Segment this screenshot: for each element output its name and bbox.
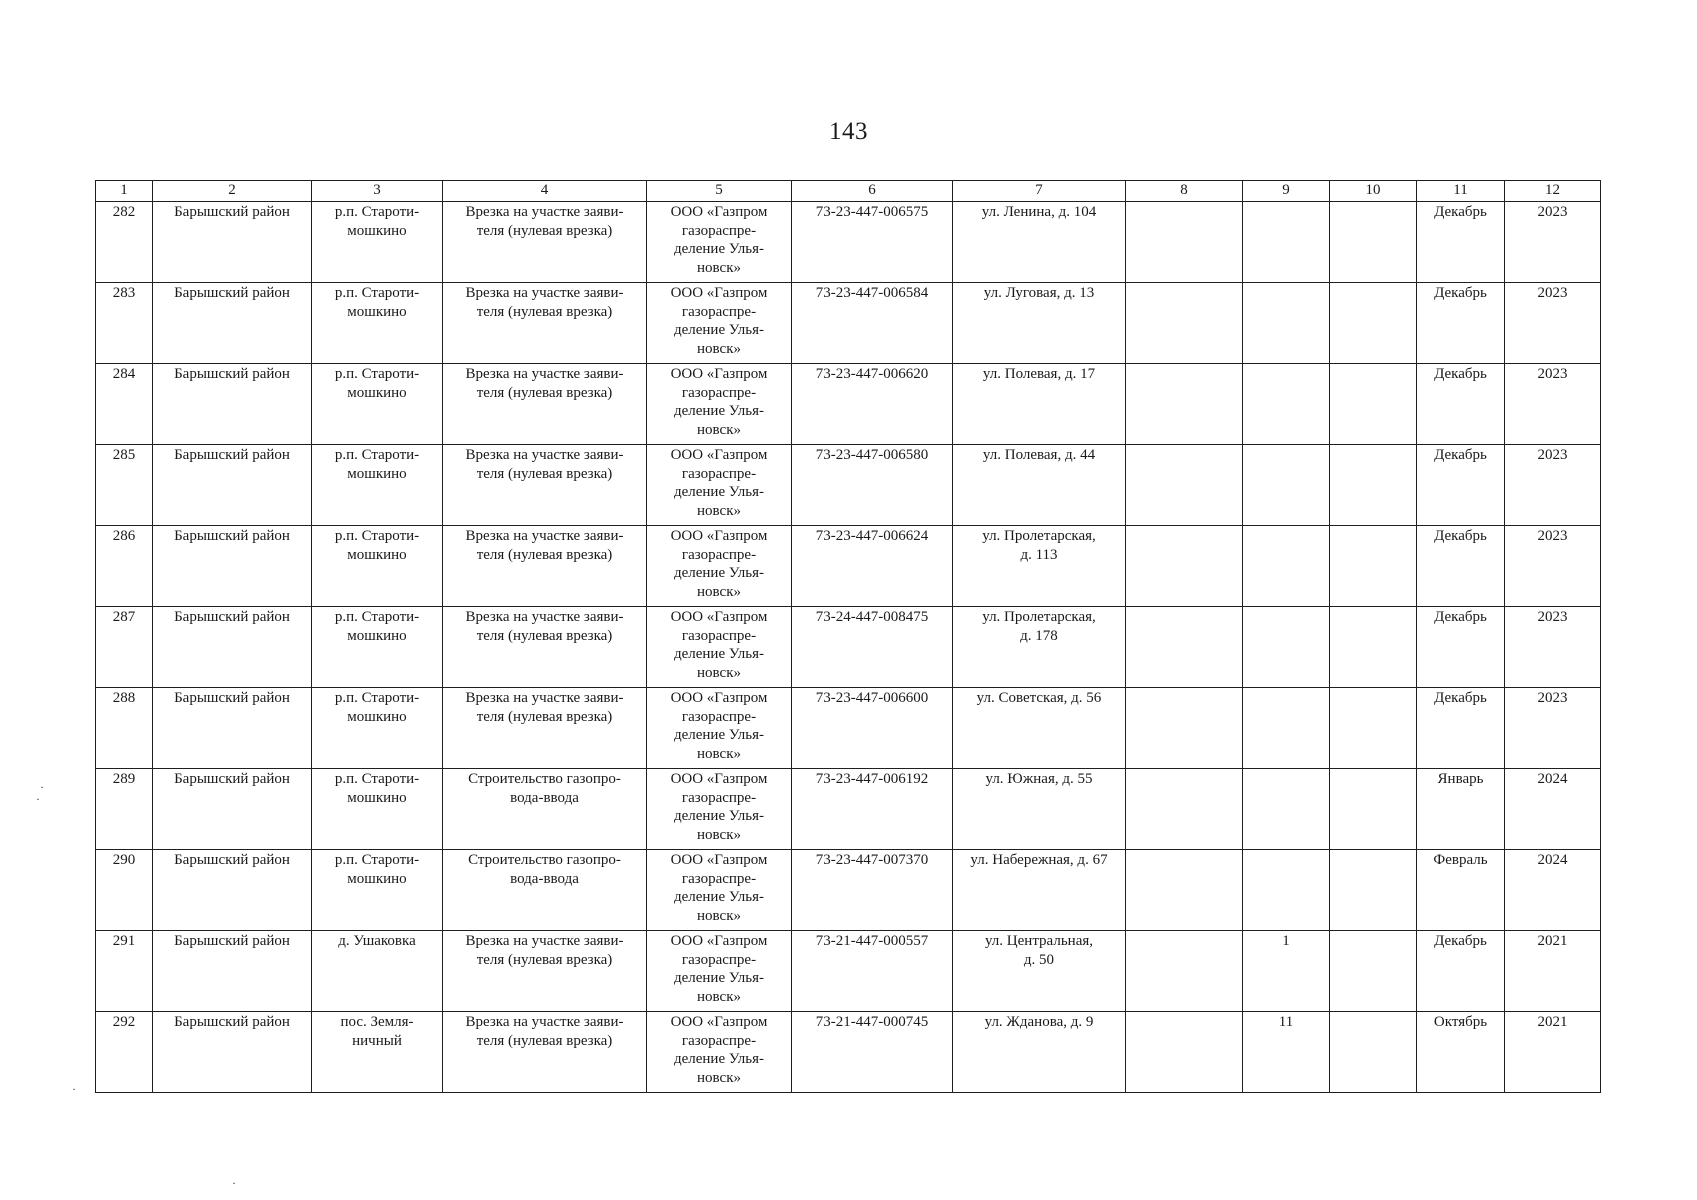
object-code-cell: 73-23-447-006584 bbox=[792, 283, 953, 364]
col9-cell bbox=[1243, 445, 1330, 526]
object-code-cell: 73-23-447-006575 bbox=[792, 202, 953, 283]
col8-cell bbox=[1126, 931, 1243, 1012]
settlement-cell: р.п. Староти- мошкино bbox=[312, 283, 443, 364]
col8-cell bbox=[1126, 850, 1243, 931]
row-number: 287 bbox=[96, 607, 153, 688]
organization-cell: ООО «Газпром газораспре- деление Улья- новск» bbox=[647, 769, 792, 850]
col9-cell bbox=[1243, 202, 1330, 283]
settlement-cell: р.п. Староти- мошкино bbox=[312, 769, 443, 850]
settlement-cell: р.п. Староти- мошкино bbox=[312, 607, 443, 688]
col8-cell bbox=[1126, 607, 1243, 688]
col10-cell bbox=[1330, 850, 1417, 931]
column-number-row bbox=[96, 181, 1601, 202]
row-number: 282 bbox=[96, 202, 153, 283]
col9-cell bbox=[1243, 607, 1330, 688]
year-cell: 2023 bbox=[1505, 202, 1601, 283]
col8-cell bbox=[1126, 364, 1243, 445]
object-code-cell: 73-23-447-006624 bbox=[792, 526, 953, 607]
scan-speck: · bbox=[36, 792, 40, 806]
table-row bbox=[96, 283, 1601, 364]
month-cell: Декабрь bbox=[1417, 364, 1505, 445]
district-cell: Барышский район bbox=[153, 769, 312, 850]
work-type-cell: Врезка на участке заяви- теля (нулевая врезка) bbox=[443, 931, 647, 1012]
district-cell: Барышский район bbox=[153, 1012, 312, 1093]
column-header: 9 bbox=[1243, 181, 1330, 202]
row-number: 292 bbox=[96, 1012, 153, 1093]
column-header: 3 bbox=[312, 181, 443, 202]
month-cell: Декабрь bbox=[1417, 931, 1505, 1012]
district-cell: Барышский район bbox=[153, 445, 312, 526]
district-cell: Барышский район bbox=[153, 607, 312, 688]
address-cell: ул. Южная, д. 55 bbox=[953, 769, 1126, 850]
work-type-cell: Врезка на участке заяви- теля (нулевая врезка) bbox=[443, 364, 647, 445]
year-cell: 2024 bbox=[1505, 850, 1601, 931]
month-cell: Декабрь bbox=[1417, 607, 1505, 688]
organization-cell: ООО «Газпром газораспре- деление Улья- новск» bbox=[647, 931, 792, 1012]
table-row bbox=[96, 769, 1601, 850]
district-cell: Барышский район bbox=[153, 688, 312, 769]
work-type-cell: Врезка на участке заяви- теля (нулевая врезка) bbox=[443, 1012, 647, 1093]
column-header: 10 bbox=[1330, 181, 1417, 202]
col8-cell bbox=[1126, 526, 1243, 607]
address-cell: ул. Полевая, д. 17 bbox=[953, 364, 1126, 445]
col8-cell bbox=[1126, 1012, 1243, 1093]
settlement-cell: р.п. Староти- мошкино bbox=[312, 688, 443, 769]
column-header: 6 bbox=[792, 181, 953, 202]
col10-cell bbox=[1330, 688, 1417, 769]
year-cell: 2023 bbox=[1505, 526, 1601, 607]
col8-cell bbox=[1126, 202, 1243, 283]
work-type-cell: Врезка на участке заяви- теля (нулевая врезка) bbox=[443, 688, 647, 769]
organization-cell: ООО «Газпром газораспре- деление Улья- новск» bbox=[647, 445, 792, 526]
col9-cell: 1 bbox=[1243, 931, 1330, 1012]
year-cell: 2021 bbox=[1505, 931, 1601, 1012]
year-cell: 2023 bbox=[1505, 283, 1601, 364]
address-cell: ул. Луговая, д. 13 bbox=[953, 283, 1126, 364]
address-cell: ул. Советская, д. 56 bbox=[953, 688, 1126, 769]
settlement-cell: пос. Земля- ничный bbox=[312, 1012, 443, 1093]
address-cell: ул. Полевая, д. 44 bbox=[953, 445, 1126, 526]
district-cell: Барышский район bbox=[153, 283, 312, 364]
row-number: 283 bbox=[96, 283, 153, 364]
address-cell: ул. Набережная, д. 67 bbox=[953, 850, 1126, 931]
row-number: 289 bbox=[96, 769, 153, 850]
month-cell: Октябрь bbox=[1417, 1012, 1505, 1093]
address-cell: ул. Пролетарская, д. 113 bbox=[953, 526, 1126, 607]
object-code-cell: 73-21-447-000745 bbox=[792, 1012, 953, 1093]
object-code-cell: 73-23-447-006600 bbox=[792, 688, 953, 769]
col10-cell bbox=[1330, 607, 1417, 688]
organization-cell: ООО «Газпром газораспре- деление Улья- новск» bbox=[647, 850, 792, 931]
month-cell: Декабрь bbox=[1417, 688, 1505, 769]
object-code-cell: 73-24-447-008475 bbox=[792, 607, 953, 688]
table-row bbox=[96, 688, 1601, 769]
col8-cell bbox=[1126, 688, 1243, 769]
column-header: 12 bbox=[1505, 181, 1601, 202]
object-code-cell: 73-23-447-006192 bbox=[792, 769, 953, 850]
row-number: 288 bbox=[96, 688, 153, 769]
work-type-cell: Врезка на участке заяви- теля (нулевая врезка) bbox=[443, 445, 647, 526]
settlement-cell: р.п. Староти- мошкино bbox=[312, 850, 443, 931]
settlement-cell: д. Ушаковка bbox=[312, 931, 443, 1012]
work-type-cell: Врезка на участке заяви- теля (нулевая врезка) bbox=[443, 607, 647, 688]
table-row bbox=[96, 850, 1601, 931]
year-cell: 2021 bbox=[1505, 1012, 1601, 1093]
column-header: 11 bbox=[1417, 181, 1505, 202]
address-cell: ул. Центральная, д. 50 bbox=[953, 931, 1126, 1012]
district-cell: Барышский район bbox=[153, 202, 312, 283]
table-row bbox=[96, 1012, 1601, 1093]
table-row bbox=[96, 445, 1601, 526]
register-body bbox=[96, 202, 1601, 1093]
settlement-cell: р.п. Староти- мошкино bbox=[312, 202, 443, 283]
table-row bbox=[96, 364, 1601, 445]
organization-cell: ООО «Газпром газораспре- деление Улья- новск» bbox=[647, 526, 792, 607]
settlement-cell: р.п. Староти- мошкино bbox=[312, 364, 443, 445]
object-code-cell: 73-21-447-000557 bbox=[792, 931, 953, 1012]
month-cell: Декабрь bbox=[1417, 202, 1505, 283]
organization-cell: ООО «Газпром газораспре- деление Улья- новск» bbox=[647, 202, 792, 283]
column-header: 8 bbox=[1126, 181, 1243, 202]
row-number: 291 bbox=[96, 931, 153, 1012]
organization-cell: ООО «Газпром газораспре- деление Улья- новск» bbox=[647, 364, 792, 445]
column-header: 2 bbox=[153, 181, 312, 202]
year-cell: 2024 bbox=[1505, 769, 1601, 850]
table-row bbox=[96, 607, 1601, 688]
col10-cell bbox=[1330, 1012, 1417, 1093]
col10-cell bbox=[1330, 364, 1417, 445]
scan-speck: · bbox=[232, 1176, 236, 1190]
year-cell: 2023 bbox=[1505, 364, 1601, 445]
table-row bbox=[96, 931, 1601, 1012]
col9-cell bbox=[1243, 850, 1330, 931]
col8-cell bbox=[1126, 283, 1243, 364]
table-row bbox=[96, 202, 1601, 283]
organization-cell: ООО «Газпром газораспре- деление Улья- новск» bbox=[647, 283, 792, 364]
table-row bbox=[96, 526, 1601, 607]
object-code-cell: 73-23-447-007370 bbox=[792, 850, 953, 931]
work-type-cell: Врезка на участке заяви- теля (нулевая врезка) bbox=[443, 526, 647, 607]
work-type-cell: Врезка на участке заяви- теля (нулевая врезка) bbox=[443, 283, 647, 364]
page-number: 143 bbox=[829, 118, 868, 145]
work-type-cell: Врезка на участке заяви- теля (нулевая врезка) bbox=[443, 202, 647, 283]
month-cell: Декабрь bbox=[1417, 526, 1505, 607]
district-cell: Барышский район bbox=[153, 364, 312, 445]
month-cell: Декабрь bbox=[1417, 445, 1505, 526]
district-cell: Барышский район bbox=[153, 526, 312, 607]
month-cell: Декабрь bbox=[1417, 283, 1505, 364]
col10-cell bbox=[1330, 931, 1417, 1012]
register-table bbox=[95, 180, 1601, 1093]
organization-cell: ООО «Газпром газораспре- деление Улья- новск» bbox=[647, 688, 792, 769]
col9-cell bbox=[1243, 526, 1330, 607]
month-cell: Январь bbox=[1417, 769, 1505, 850]
year-cell: 2023 bbox=[1505, 445, 1601, 526]
column-header: 5 bbox=[647, 181, 792, 202]
address-cell: ул. Жданова, д. 9 bbox=[953, 1012, 1126, 1093]
col8-cell bbox=[1126, 769, 1243, 850]
col9-cell bbox=[1243, 688, 1330, 769]
address-cell: ул. Пролетарская, д. 178 bbox=[953, 607, 1126, 688]
organization-cell: ООО «Газпром газораспре- деление Улья- новск» bbox=[647, 607, 792, 688]
row-number: 284 bbox=[96, 364, 153, 445]
col9-cell bbox=[1243, 769, 1330, 850]
col10-cell bbox=[1330, 526, 1417, 607]
district-cell: Барышский район bbox=[153, 850, 312, 931]
col10-cell bbox=[1330, 769, 1417, 850]
work-type-cell: Строительство газопро- вода-ввода bbox=[443, 850, 647, 931]
row-number: 286 bbox=[96, 526, 153, 607]
settlement-cell: р.п. Староти- мошкино bbox=[312, 526, 443, 607]
work-type-cell: Строительство газопро- вода-ввода bbox=[443, 769, 647, 850]
year-cell: 2023 bbox=[1505, 607, 1601, 688]
scan-speck: · bbox=[72, 1082, 76, 1096]
col9-cell bbox=[1243, 364, 1330, 445]
row-number: 290 bbox=[96, 850, 153, 931]
column-header: 4 bbox=[443, 181, 647, 202]
col10-cell bbox=[1330, 283, 1417, 364]
year-cell: 2023 bbox=[1505, 688, 1601, 769]
col9-cell bbox=[1243, 283, 1330, 364]
object-code-cell: 73-23-447-006620 bbox=[792, 364, 953, 445]
column-header: 1 bbox=[96, 181, 153, 202]
col9-cell: 11 bbox=[1243, 1012, 1330, 1093]
row-number: 285 bbox=[96, 445, 153, 526]
district-cell: Барышский район bbox=[153, 931, 312, 1012]
column-header: 7 bbox=[953, 181, 1126, 202]
col10-cell bbox=[1330, 445, 1417, 526]
object-code-cell: 73-23-447-006580 bbox=[792, 445, 953, 526]
col8-cell bbox=[1126, 445, 1243, 526]
col10-cell bbox=[1330, 202, 1417, 283]
address-cell: ул. Ленина, д. 104 bbox=[953, 202, 1126, 283]
scan-speck: · bbox=[40, 780, 44, 794]
organization-cell: ООО «Газпром газораспре- деление Улья- новск» bbox=[647, 1012, 792, 1093]
settlement-cell: р.п. Староти- мошкино bbox=[312, 445, 443, 526]
month-cell: Февраль bbox=[1417, 850, 1505, 931]
